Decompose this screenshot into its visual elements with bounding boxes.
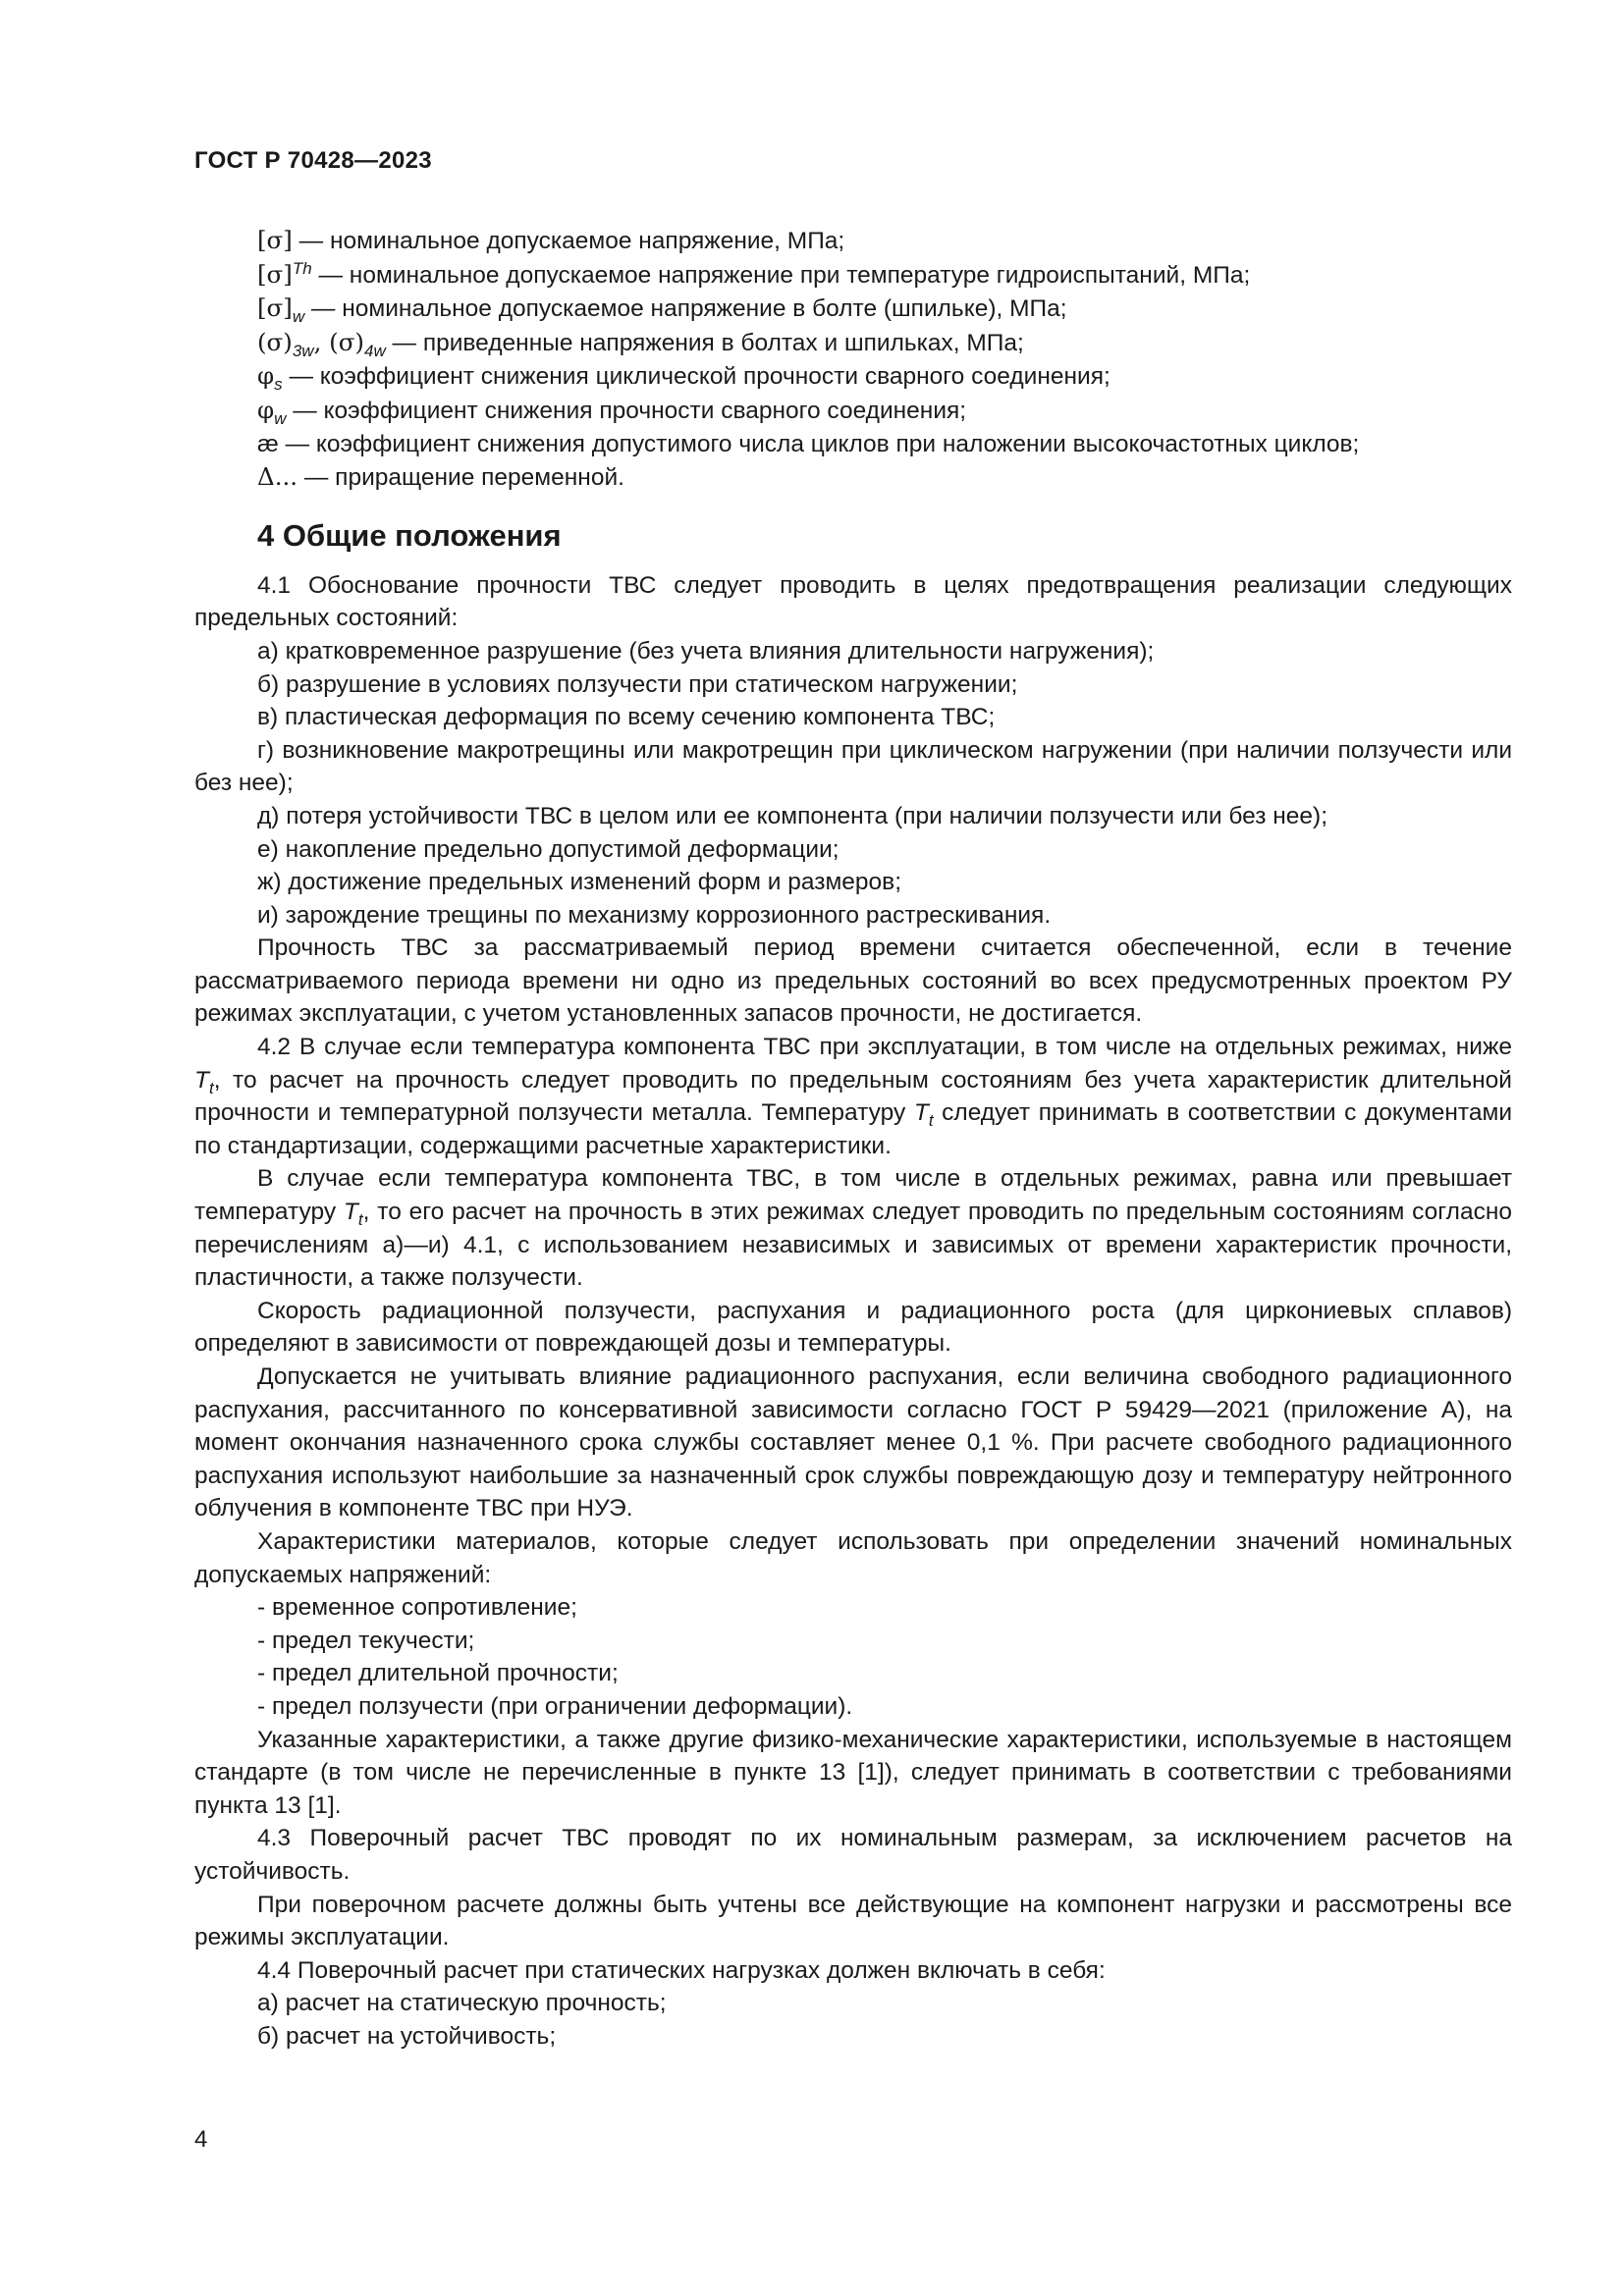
paragraph-creep-speed: Скорость радиационной ползучести, распухания и радиационного роста (для циркониевых сплавов) определяют в зависимости от повреждающей дозы и температуры. [194,1297,1512,1358]
definition-item: $[\sigma]^{Th}$ — номинальное допускаемое напряжение при температуре гидроиспытаний, МПа; [257,258,1251,289]
limit-state-item: ж) достижение предельных изменений форм и размеров; [257,869,901,896]
paragraph-materials: Характеристики материалов, которые следует использовать при определении значений номинальных допускаемых напряжений: [194,1527,1512,1588]
definition-item: [σ] — номинальное допускаемое напряжение, МПа; [257,226,845,254]
definition-item: æ — коэффициент снижения допустимого числа циклов при наложении высокочастотных циклов; [257,430,1360,457]
paragraph-check-calc: При поверочном расчете должны быть учтены все действующие на компонент нагрузки и рассмотрены все режимы эксплуатации. [194,1891,1512,1951]
limit-state-item: г) возникновение макротрещины или макротрещин при циклическом нагружении (при наличии ползучести или без нее); [194,736,1512,797]
material-item: - временное сопротивление; [257,1594,577,1622]
definition-item: $\varphi_w$ — коэффициент снижения прочности сварного соединения; [257,395,967,428]
calc-item: а) расчет на статическую прочность; [257,1990,667,2017]
material-item: - предел ползучести (при ограничении деформации). [257,1692,853,1720]
paragraph-strength: Прочность ТВС за рассматриваемый период времени считается обеспеченной, если в течение рассматриваемого периода времени ни одно из предельных состояний во всех предусмотренных проектом РУ режимах эксплуатации, с учетом установленных запасов прочности, не достигается. [194,934,1512,1028]
page-number: 4 [194,2126,208,2153]
paragraph-characteristics: Указанные характеристики, а также другие физико-механические характеристики, используемые в настоящем стандарте (в том числе не перечисленные в пункте 13 [1]), следует принимать в соответствии с требованиями пункта 13 [1]. [194,1726,1512,1819]
limit-state-item: е) накопление предельно допустимой деформации; [257,835,839,863]
calc-item: б) расчет на устойчивость; [257,2022,557,2050]
paragraph-4-3: 4.3 Поверочный расчет ТВС проводят по их номинальным размерам, за исключением расчетов на устойчивость. [194,1825,1512,1885]
paragraph-4-4: 4.4 Поверочный расчет при статических нагрузках должен включать в себя: [257,1956,1106,1984]
limit-state-item: в) пластическая деформация по всему сечению компонента ТВС; [257,704,996,731]
paragraph-4-1: 4.1 Обоснование прочности ТВС следует проводить в целях предотвращения реализации следующих предельных состояний: [194,571,1512,632]
limit-state-item: д) потеря устойчивости ТВС в целом или ее компонента (при наличии ползучести или без нее); [257,802,1327,829]
material-item: - предел текучести; [257,1627,475,1654]
limit-state-item: а) кратковременное разрушение (без учета влияния длительности нагружения); [257,637,1155,665]
definition-item: $[\sigma]_w$ — номинальное допускаемое напряжение в болте (шпильке), МПа; [257,294,1067,327]
paragraph-4-2: 4.2 В случае если температура компонента ТВС при эксплуатации, в том числе на отдельных режимах, ниже $T_t$, то расчет на прочность следует проводить по предельным состояниям без учета характеристик длительной прочности и температурной ползучести металла. Температуру $T_t$ следует принимать в соответствии с документами по стандартизации, содержащими расчетные характеристики. [194,1034,1513,1159]
limit-state-item: б) разрушение в условиях ползучести при статическом нагружении; [257,670,1018,698]
limit-state-item: и) зарождение трещины по механизму коррозионного растрескивания. [257,901,1052,929]
paragraph-swelling: Допускается не учитывать влияние радиационного распухания, если величина свободного радиационного распухания, рассчитанного по консервативной зависимости согласно ГОСТ Р 59429—2021 (приложение А), на момент окончания назначенного срока службы составляет менее 0,1 %. При расчете свободного радиационного распухания используют наибольшие за назначенный срок службы повреждающую дозу и температуру нейтронного облучения в компоненте ТВС при НУЭ. [194,1363,1512,1522]
section-title: 4 Общие положения [257,517,562,553]
definition-item: Δ... — приращение переменной. [257,462,624,492]
paragraph-temperature-exceeds: В случае если температура компонента ТВС, в том числе в отдельных режимах, равна или превышает температуру $T_t$, то его расчет на прочность в этих режимах следует проводить по предельным состояниям согласно перечислениям а)—и) 4.1, с использованием независимых и зависимых от времени характеристик прочности, пластичности, а также ползучести. [194,1165,1513,1292]
definition-item: $(\sigma)_{3w}$, $(\sigma)_{4w}$ — приведенные напряжения в болтах и шпильках, МПа; [257,327,1024,360]
material-item: - предел длительной прочности; [257,1660,619,1687]
page-content [194,224,1512,2053]
document-header: ГОСТ Р 70428—2023 [194,147,432,174]
definitions-list [194,224,1512,495]
definition-item: $\varphi_s$ — коэффициент снижения циклической прочности сварного соединения; [257,361,1110,395]
